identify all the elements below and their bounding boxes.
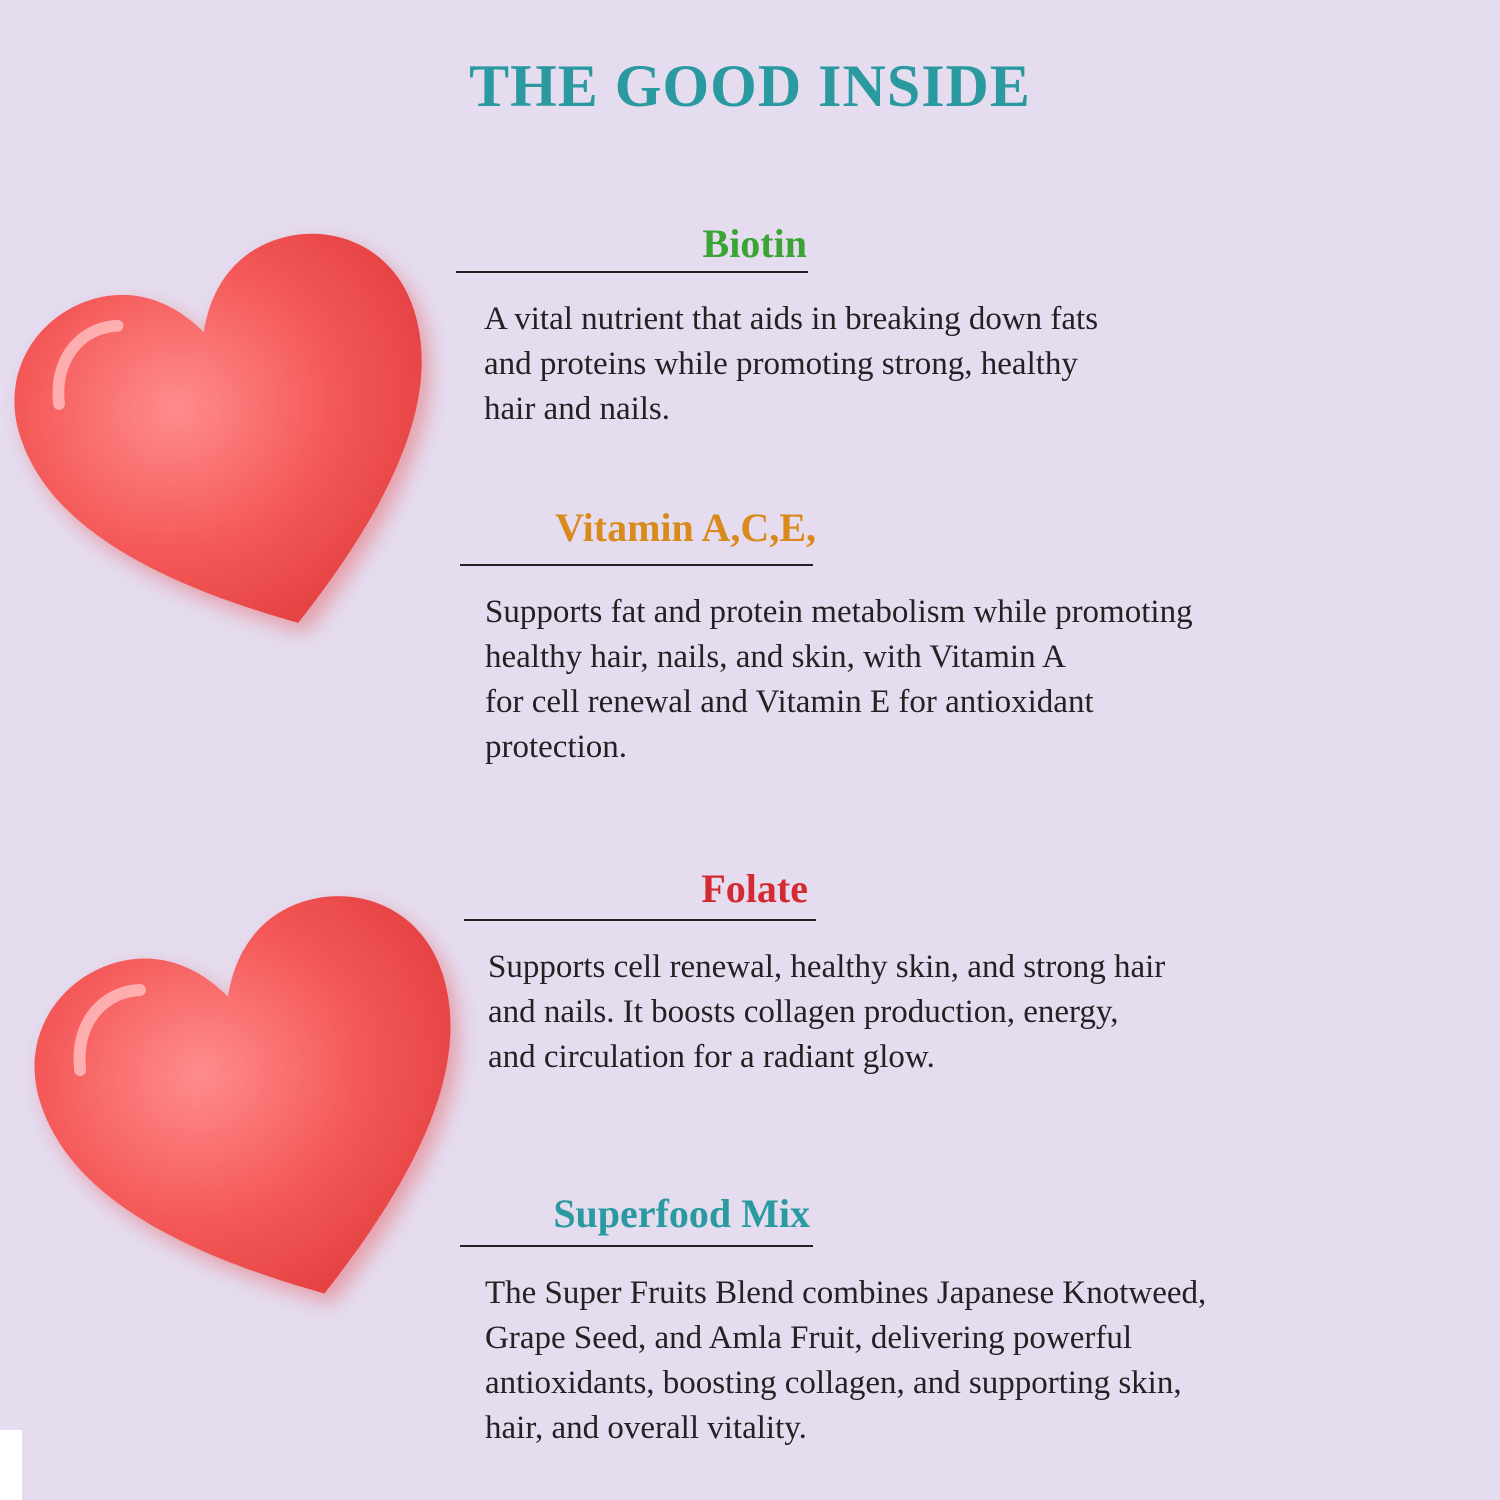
section-heading-vitamins: Vitamin A,C,E,	[555, 505, 816, 550]
section-divider	[456, 271, 808, 273]
section-divider	[460, 564, 813, 566]
heart-gummy-icon	[8, 218, 478, 688]
section-divider	[464, 919, 816, 921]
section-body-superfood: The Super Fruits Blend combines Japanese Knotweed, Grape Seed, and Amla Fruit, delivering powerful antioxidants, boosting collagen, and supporting skin, hair, and overall vitality.	[485, 1275, 1207, 1446]
page-title: THE GOOD INSIDE	[469, 53, 1031, 119]
section-heading-folate: Folate	[701, 866, 808, 911]
corner-mark	[0, 1430, 22, 1500]
section-body-biotin: A vital nutrient that aids in breaking down fats and proteins while promoting strong, healthy hair and nails.	[484, 301, 1099, 427]
section-body-folate: Supports cell renewal, healthy skin, and strong hair and nails. It boosts collagen production, energy, and circulation for a radiant glow.	[488, 949, 1166, 1075]
section-body-vitamins: Supports fat and protein metabolism while promoting healthy hair, nails, and skin, with Vitamin A for cell renewal and Vitamin E for antioxidant protection.	[485, 594, 1193, 765]
heart-gummy-icon	[28, 880, 508, 1360]
section-heading-biotin: Biotin	[702, 221, 807, 266]
section-heading-superfood: Superfood Mix	[553, 1191, 810, 1236]
section-divider	[460, 1245, 813, 1247]
